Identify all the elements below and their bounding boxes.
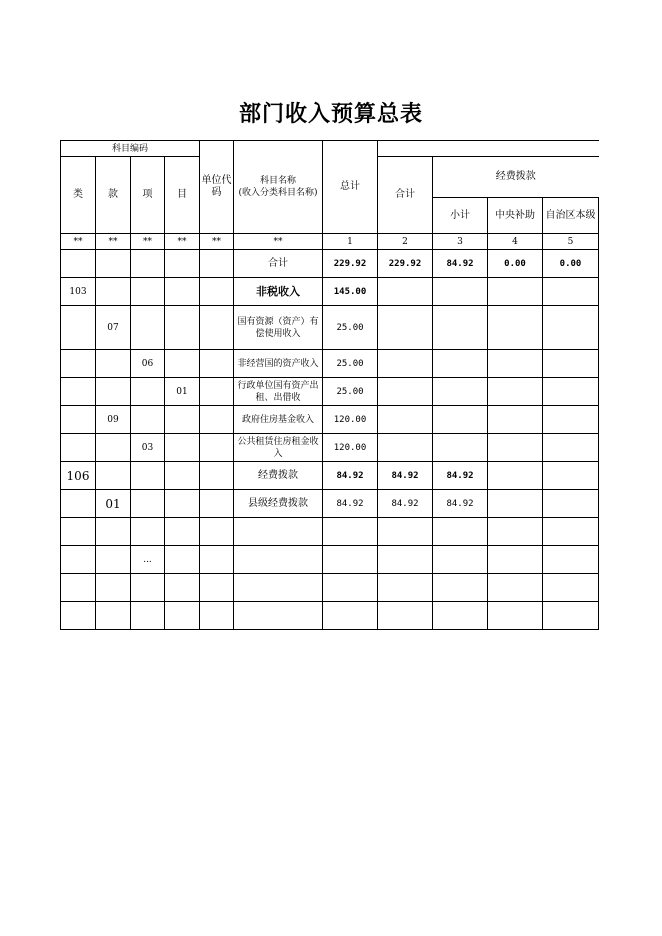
table-row bbox=[61, 378, 599, 406]
cell-total: 25.00 bbox=[323, 378, 378, 406]
cell-total: 84.92 bbox=[323, 490, 378, 518]
index-cell: ** bbox=[234, 234, 323, 250]
header-xiang: 项 bbox=[131, 157, 165, 234]
cell-name: 行政单位国有资产出租、出借收 bbox=[234, 378, 323, 406]
cell-name: 政府住房基金收入 bbox=[234, 406, 323, 434]
table-row bbox=[61, 602, 599, 630]
cell-name: 公共租赁住房租金收入 bbox=[234, 434, 323, 462]
table-row bbox=[61, 278, 599, 306]
cell-subtotal: 84.92 bbox=[433, 462, 488, 490]
header-lei: 类 bbox=[61, 157, 96, 234]
header-blank-top bbox=[378, 141, 599, 157]
sum-subtotal: 84.92 bbox=[433, 250, 488, 278]
header-total: 总计 bbox=[323, 141, 378, 234]
header-mu: 目 bbox=[165, 157, 200, 234]
income-budget-table bbox=[60, 140, 599, 630]
table-row bbox=[61, 434, 599, 462]
table-row bbox=[61, 306, 599, 350]
header-subject-name bbox=[234, 141, 323, 234]
sum-label: 合计 bbox=[234, 250, 323, 278]
sum-total: 229.92 bbox=[323, 250, 378, 278]
index-cell: 5 bbox=[543, 234, 599, 250]
cell-ellipsis: ... bbox=[131, 546, 165, 574]
header-unit-code: 单位代码 bbox=[200, 141, 234, 234]
table-row bbox=[61, 546, 599, 574]
cell-heji: 84.92 bbox=[378, 490, 433, 518]
cell-total: 25.00 bbox=[323, 350, 378, 378]
index-cell: ** bbox=[61, 234, 96, 250]
sum-central: 0.00 bbox=[488, 250, 543, 278]
cell-name: 非税收入 bbox=[234, 278, 323, 306]
header-central: 中央补助 bbox=[488, 198, 543, 234]
cell-xiang: 03 bbox=[131, 434, 165, 462]
cell-total: 84.92 bbox=[323, 462, 378, 490]
page-title: 部门收入预算总表 bbox=[238, 102, 423, 127]
cell-xiang: 06 bbox=[131, 350, 165, 378]
header-code-group: 科目编码 bbox=[61, 141, 200, 157]
index-cell: ** bbox=[96, 234, 131, 250]
index-cell: ** bbox=[200, 234, 234, 250]
cell-name: 国有资源（资产）有偿使用收入 bbox=[234, 306, 323, 350]
header-subject-name-text: 科目名称 (收入分类科目名称) bbox=[238, 176, 318, 198]
header-subtotal: 小计 bbox=[433, 198, 488, 234]
sum-row bbox=[61, 250, 599, 278]
cell-name: 县级经费拨款 bbox=[234, 490, 323, 518]
cell-heji: 84.92 bbox=[378, 462, 433, 490]
cell-total: 25.00 bbox=[323, 306, 378, 350]
table-row bbox=[61, 574, 599, 602]
cell-lei: 106 bbox=[61, 462, 96, 490]
cell-lei: 103 bbox=[61, 278, 96, 306]
table-row bbox=[61, 490, 599, 518]
header-region: 自治区本级 bbox=[543, 198, 599, 234]
header-kuan: 款 bbox=[96, 157, 131, 234]
cell-name: 经费拨款 bbox=[234, 462, 323, 490]
table-row bbox=[61, 518, 599, 546]
table-row bbox=[61, 406, 599, 434]
cell-kuan: 01 bbox=[96, 490, 131, 518]
header-funding: 经费拨款 bbox=[433, 157, 599, 198]
table-row bbox=[61, 350, 599, 378]
sum-region: 0.00 bbox=[543, 250, 599, 278]
cell-kuan: 07 bbox=[96, 306, 131, 350]
cell-subtotal: 84.92 bbox=[433, 490, 488, 518]
index-cell: 4 bbox=[488, 234, 543, 250]
index-row bbox=[61, 234, 599, 250]
cell-name: 非经营国的资产收入 bbox=[234, 350, 323, 378]
cell-total: 145.00 bbox=[323, 278, 378, 306]
index-cell: 2 bbox=[378, 234, 433, 250]
header-heji: 合计 bbox=[378, 157, 433, 234]
index-cell: 3 bbox=[433, 234, 488, 250]
table-row bbox=[61, 462, 599, 490]
index-cell: ** bbox=[165, 234, 200, 250]
cell-kuan: 09 bbox=[96, 406, 131, 434]
index-cell: ** bbox=[131, 234, 165, 250]
index-cell: 1 bbox=[323, 234, 378, 250]
sum-heji: 229.92 bbox=[378, 250, 433, 278]
cell-total: 120.00 bbox=[323, 434, 378, 462]
cell-mu: 01 bbox=[165, 378, 200, 406]
cell-total: 120.00 bbox=[323, 406, 378, 434]
